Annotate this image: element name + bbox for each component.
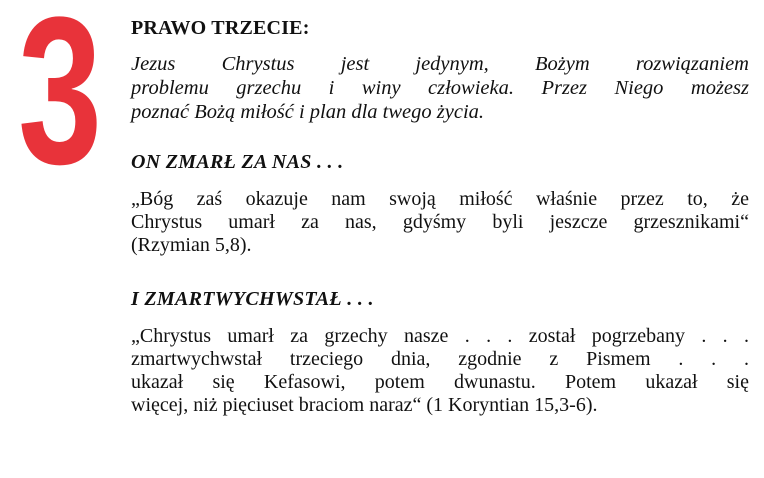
law-statement-line: problemu grzechu i winy człowieka. Przez Niego możesz — [131, 77, 749, 99]
quote-line: „Chrystus umarł za grzechy nasze . . . został pogrzebany . . . — [131, 325, 749, 347]
quote-line: zmartwychwstał trzeciego dnia, zgodnie z Pismem . . . — [131, 348, 749, 370]
document-body — [131, 16, 749, 447]
quote-romans — [131, 188, 749, 257]
law-statement-line: Jezus Chrystus jest jedynym, Bożym rozwiązaniem — [131, 53, 749, 75]
quote-line: ukazał się Kefasowi, potem dwunastu. Potem ukazał się — [131, 371, 749, 393]
law-statement-line: poznać Bożą miłość i plan dla twego życia. — [131, 101, 485, 123]
law-heading: PRAWO TRZECIE: — [131, 17, 310, 39]
section-title-risen: I ZMARTWYCHWSTAŁ . . . — [131, 288, 374, 310]
quote-line: „Bóg zaś okazuje nam swoją miłość właśnie przez to, że — [131, 188, 749, 210]
law-statement — [131, 52, 749, 124]
law-number: 3 — [18, 0, 100, 208]
quote-corinthians — [131, 325, 749, 417]
quote-line: (Rzymian 5,8). — [131, 234, 252, 256]
quote-line: Chrystus umarł za nas, gdyśmy byli jeszcze grzesznikami“ — [131, 211, 749, 233]
section-title-died: ON ZMARŁ ZA NAS . . . — [131, 151, 344, 173]
quote-line: więcej, niż pięciuset braciom naraz“ (1 Koryntian 15,3-6). — [131, 394, 598, 416]
